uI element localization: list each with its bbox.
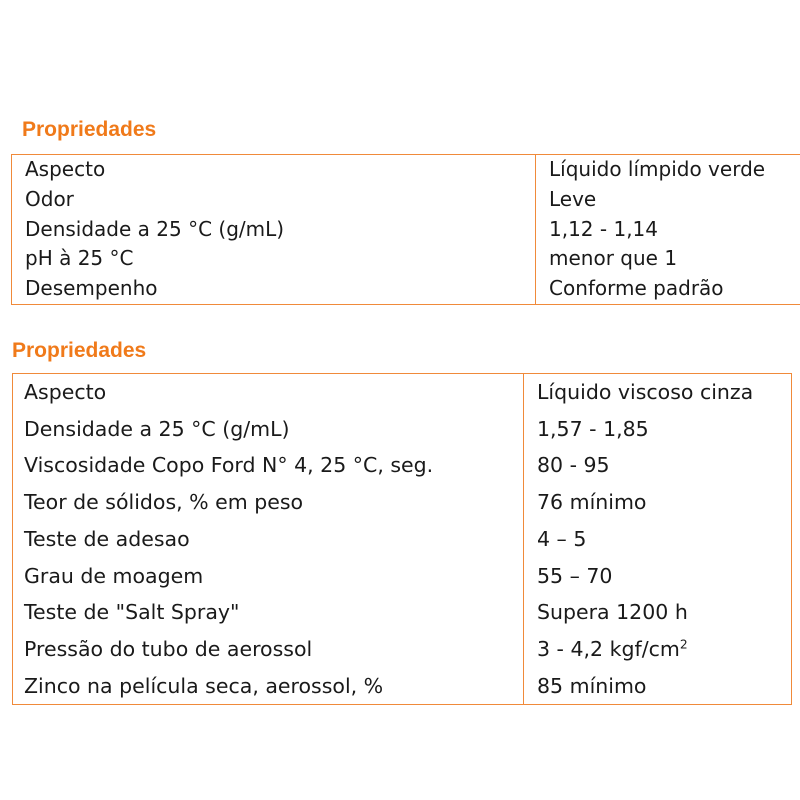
table-row — [13, 447, 792, 484]
superscript-exponent: 2 — [679, 637, 688, 652]
table-row — [13, 484, 792, 521]
property-label: Densidade a 25 °C (g/mL) — [13, 411, 524, 448]
table-row — [13, 374, 792, 411]
property-label: Densidade a 25 °C (g/mL) — [12, 215, 536, 245]
table-row — [13, 558, 792, 595]
table-row — [13, 594, 792, 631]
properties-table-1 — [11, 154, 800, 305]
property-value: menor que 1 — [549, 246, 678, 271]
property-value: 4 – 5 — [537, 526, 587, 551]
section-title-properties-2: Propriedades — [12, 339, 147, 362]
property-label: Teste de adesao — [13, 521, 524, 558]
table-row — [12, 215, 800, 245]
table-row — [13, 631, 792, 668]
property-label: Odor — [12, 185, 536, 215]
property-value: 1,12 - 1,14 — [549, 216, 658, 241]
property-value: 76 mínimo — [537, 490, 647, 515]
property-label: Desempenho — [12, 274, 536, 304]
property-value: 85 mínimo — [537, 673, 647, 698]
table-row — [12, 244, 800, 274]
property-value-text: 3 - 4,2 kgf/cm — [537, 636, 680, 661]
table-row — [13, 668, 792, 705]
property-label: Zinco na película seca, aerossol, % — [13, 668, 524, 705]
property-label: Teor de sólidos, % em peso — [13, 484, 524, 521]
property-label: Grau de moagem — [13, 558, 524, 595]
table-row — [12, 155, 800, 185]
property-value — [524, 631, 792, 668]
property-label: pH à 25 °C — [12, 244, 536, 274]
section-title-properties-1: Propriedades — [22, 118, 157, 141]
table-row — [12, 185, 800, 215]
table-row — [13, 411, 792, 448]
property-label: Teste de "Salt Spray" — [13, 594, 524, 631]
property-value: Supera 1200 h — [537, 600, 688, 625]
property-value: Conforme padrão — [549, 276, 724, 301]
property-value: 80 - 95 — [537, 453, 610, 478]
property-value: 55 – 70 — [537, 563, 613, 588]
property-value: 1,57 - 1,85 — [537, 416, 649, 441]
property-value: Leve — [549, 186, 597, 211]
property-label: Aspecto — [13, 374, 524, 411]
property-label: Pressão do tubo de aerossol — [13, 631, 524, 668]
property-label: Aspecto — [12, 155, 536, 185]
table-row — [12, 274, 800, 304]
property-value: Líquido viscoso cinza — [537, 380, 754, 404]
properties-table-2 — [12, 373, 792, 705]
property-value: Líquido límpido verde — [549, 157, 766, 181]
table-row — [13, 521, 792, 558]
property-label: Viscosidade Copo Ford N° 4, 25 °C, seg. — [13, 447, 524, 484]
